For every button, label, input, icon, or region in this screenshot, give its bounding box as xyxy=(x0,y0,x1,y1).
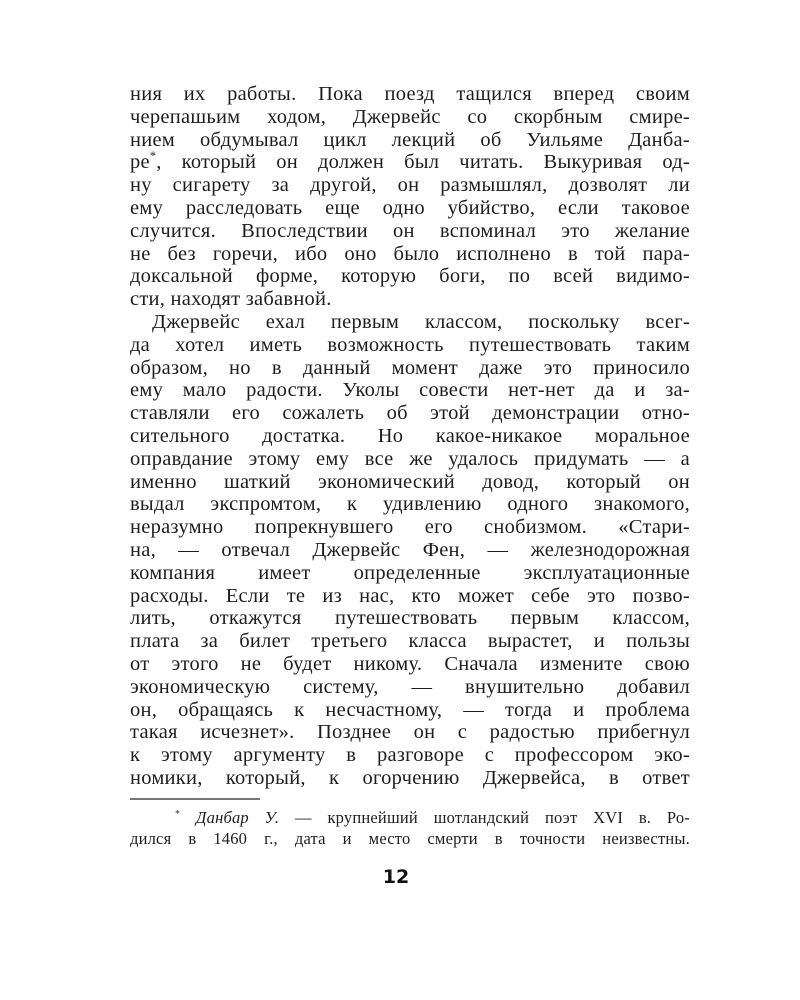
text-segment: , который он должен был читать. Выкуривая од- xyxy=(156,151,690,174)
text-line: лить, откажутся путешествовать первым классом, xyxy=(130,607,690,630)
text-line xyxy=(130,808,690,829)
text-line: он, обращаясь к несчастному, — тогда и проблема xyxy=(130,698,690,721)
text-segment xyxy=(180,808,196,827)
text-line: случится. Впоследствии он вспоминал это желание xyxy=(130,219,690,242)
text-line: ну сигарету за другой, он размышлял, дозволят ли xyxy=(130,174,690,197)
footnote-marker: * xyxy=(175,808,181,820)
footnote-block xyxy=(130,808,690,849)
footnote-marker: * xyxy=(149,149,157,164)
footnote-divider xyxy=(130,798,260,800)
text-line: такая исчезнет». Позднее он с радостью прибегнул xyxy=(130,721,690,744)
page-number: 12 xyxy=(382,866,410,888)
text-line: ему мало радости. Уколы совести нет-нет да и за- xyxy=(130,379,690,402)
text-line: плата за билет третьего класса вырастет, и пользы xyxy=(130,630,690,653)
text-line xyxy=(130,151,690,174)
text-line: именно шаткий экономический довод, который он xyxy=(130,470,690,493)
text-line: нием обдумывал цикл лекций об Уильяме Данба- xyxy=(130,128,690,151)
text-line: да хотел иметь возможность путешествовать таким xyxy=(130,333,690,356)
text-line: доксальной форме, которую боги, по всей видимо- xyxy=(130,265,690,288)
text-line: неразумно попрекнувшего его снобизмом. «Стари- xyxy=(130,516,690,539)
text-segment: — крупнейший шотландский поэт XVI в. Ро- xyxy=(279,808,691,827)
text-line: не без горечи, ибо оно было исполнено в той пара- xyxy=(130,242,690,265)
text-line: ставляли его сожалеть об этой демонстрации отно- xyxy=(130,402,690,425)
text-line: на, — отвечал Джервейс Фен, — железнодорожная xyxy=(130,538,690,561)
text-line: расходы. Если те из нас, кто может себе это позво- xyxy=(130,584,690,607)
text-line: образом, но в данный момент даже это приносило xyxy=(130,356,690,379)
text-line: компания имеет определенные эксплуатационные xyxy=(130,561,690,584)
text-line: выдал экспромтом, к удивлению одного знакомого, xyxy=(130,493,690,516)
text-line: сти, находят забавной. xyxy=(130,288,332,311)
text-line: сительного достатка. Но какое-никакое моральное xyxy=(130,424,690,447)
text-line: оправдание этому ему все же удалось придумать — а xyxy=(130,447,690,470)
text-line: Джервейс ехал первым классом, поскольку всег- xyxy=(152,310,690,333)
text-segment: Данбар У. xyxy=(195,808,280,827)
text-line: от этого не будет никому. Сначала измените свою xyxy=(130,652,690,675)
text-line: черепашьим ходом, Джервейс со скорбным смире- xyxy=(130,105,690,128)
text-line: экономическую систему, — внушительно добавил xyxy=(130,675,690,698)
body-text-block xyxy=(130,83,690,790)
text-line: ния их работы. Пока поезд тащился вперед своим xyxy=(130,83,690,105)
text-line: номики, который, к огорчению Джервейса, в ответ xyxy=(130,766,690,789)
text-line: дился в 1460 г., дата и место смерти в точности неизвестны. xyxy=(130,828,690,848)
text-line: к этому аргументу в разговоре с профессором эко- xyxy=(130,744,690,767)
text-line: ему расследовать еще одно убийство, если таковое xyxy=(130,196,690,219)
text-segment: ре xyxy=(130,151,150,174)
